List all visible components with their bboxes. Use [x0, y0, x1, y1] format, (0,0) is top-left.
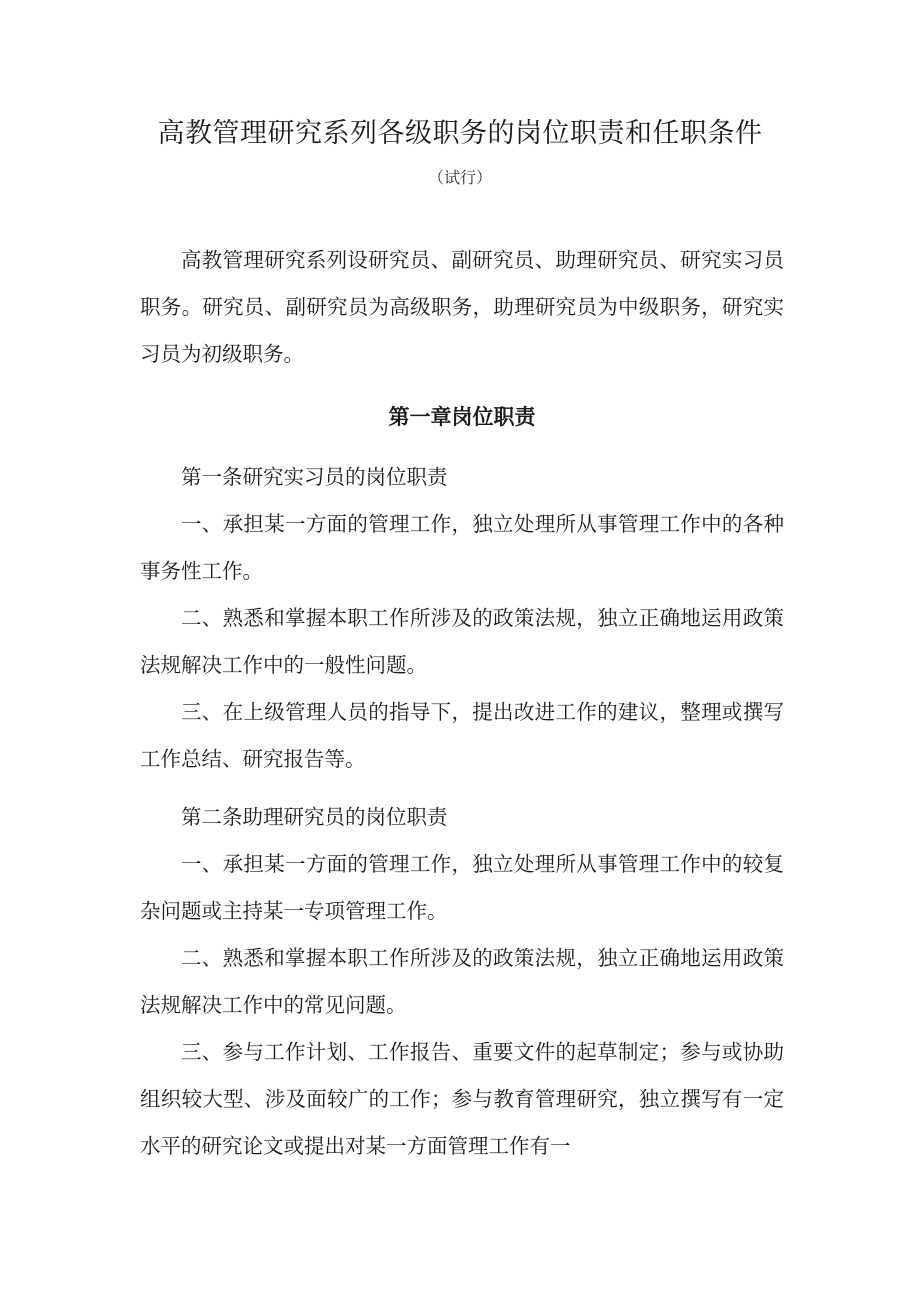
- article-item: 二、熟悉和掌握本职工作所涉及的政策法规，独立正确地运用政策法规解决工作中的一般性问题。: [140, 606, 784, 677]
- section-spacer: [140, 783, 784, 794]
- document-title: 高教管理研究系列各级职务的岗位职责和任职条件: [157, 118, 763, 149]
- article-item: 三、参与工作计划、工作报告、重要文件的起草制定；参与或协助组织较大型、涉及面较广的工作；参与教育管理研究，独立撰写有一定水平的研究论文或提出对某一方面管理工作有一: [140, 1040, 784, 1158]
- document-body: [140, 237, 784, 1170]
- document-subtitle: （试行）: [427, 168, 492, 187]
- article-item: 二、熟悉和掌握本职工作所涉及的政策法规，独立正确地运用政策法规解决工作中的常见问题。: [140, 946, 784, 1017]
- article-heading: 第一条研究实习员的岗位职责: [181, 465, 448, 489]
- article-item: 三、在上级管理人员的指导下，提出改进工作的建议，整理或撰写工作总结、研究报告等。: [140, 700, 784, 771]
- article-heading: 第二条助理研究员的岗位职责: [181, 805, 448, 829]
- chapter-heading: 第一章岗位职责: [388, 405, 536, 429]
- article-item: 一、承担某一方面的管理工作，独立处理所从事管理工作中的各种事务性工作。: [140, 512, 784, 583]
- article-item: 一、承担某一方面的管理工作，独立处理所从事管理工作中的较复杂问题或主持某一专项管理工作。: [140, 852, 784, 923]
- intro-paragraph: 高教管理研究系列设研究员、副研究员、助理研究员、研究实习员职务。研究员、副研究员为高级职务，助理研究员为中级职务，研究实习员为初级职务。: [140, 248, 784, 366]
